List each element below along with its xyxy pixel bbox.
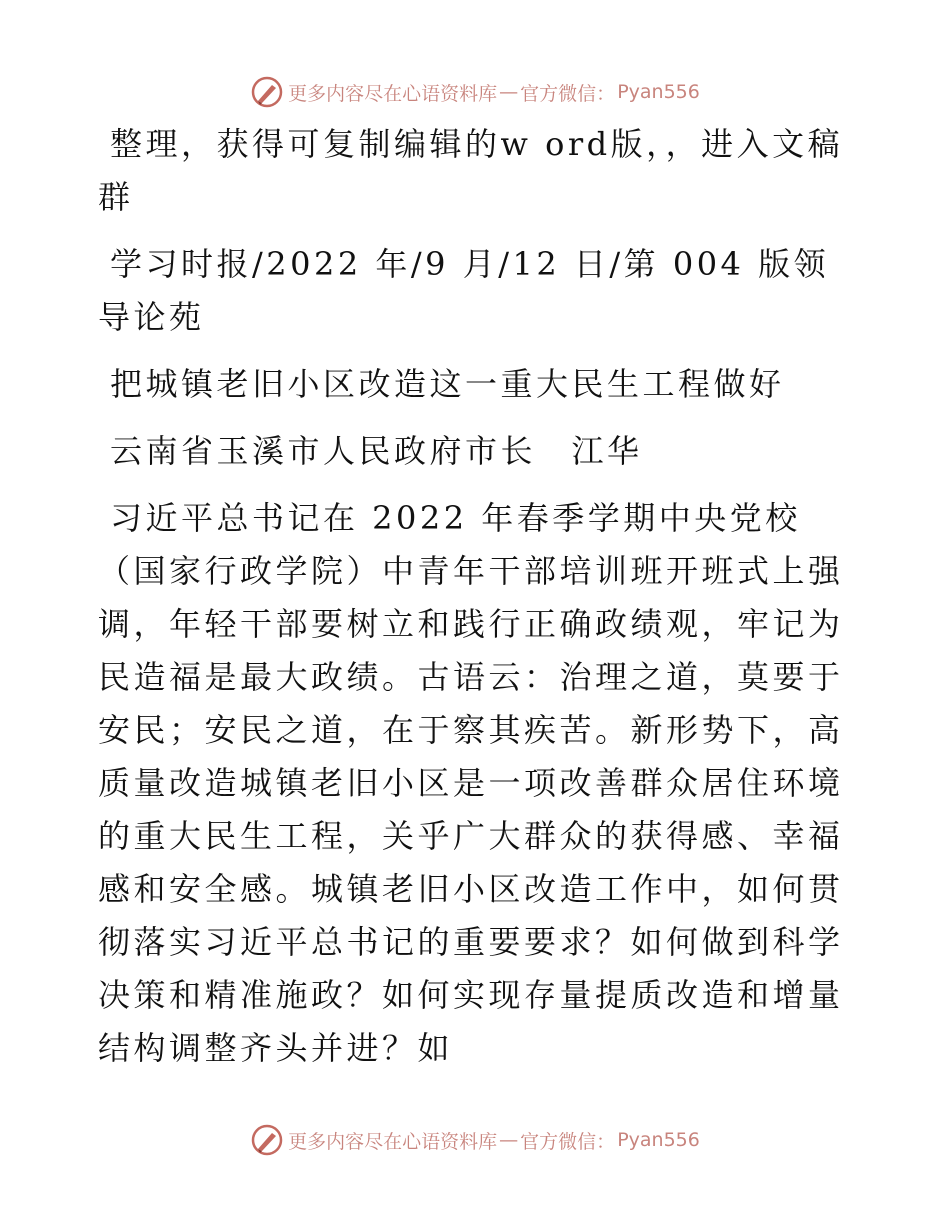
watermark-wechat-id: Pyan556 <box>617 81 700 103</box>
watermark-official-label: 官方微信： <box>520 82 616 105</box>
body-paragraph: 习近平总书记在 2022 年春季学期中央党校（国家行政学院）中青年干部培训班开班式上强调，年轻干部要树立和践行正确政绩观，牢记为民造福是最大政绩。古语云：治理之道，莫要于安民；安民之道，在于察其疾苦。新形势下，高质量改造城镇老旧小区是一项改善群众居住环境的重大民生工程，关乎广大群众的获得感、幸福感和安全感。城镇老旧小区改造工作中，如何贯彻落实习近平总书记的重要要求？如何做到科学决策和精准施政？如何实现存量提质改造和增量结构调整齐头并进？如 <box>98 499 844 1067</box>
watermark-official-label: 官方微信： <box>520 1130 616 1153</box>
pen-logo-icon <box>250 75 284 109</box>
watermark-separator: — <box>499 81 519 103</box>
document-body <box>98 118 858 1089</box>
article-title: 把城镇老旧小区改造这一重大民生工程做好 <box>110 365 785 403</box>
watermark-main-text: 更多内容尽在心语资料库 <box>288 1130 498 1153</box>
footer-watermark <box>0 1120 950 1160</box>
header-watermark <box>0 72 950 112</box>
watermark-wechat-id: Pyan556 <box>617 1129 700 1151</box>
intro-note: 整理，获得可复制编辑的w ord版，，进入文稿群 <box>98 125 844 216</box>
source-line: 学习时报/2022 年/9 月/12 日/第 004 版领导论苑 <box>98 245 830 336</box>
watermark-separator: — <box>499 1129 519 1151</box>
pen-logo-icon <box>250 1123 284 1157</box>
author-line: 云南省玉溪市人民政府市长 江华 <box>110 432 643 470</box>
watermark-main-text: 更多内容尽在心语资料库 <box>288 82 498 105</box>
